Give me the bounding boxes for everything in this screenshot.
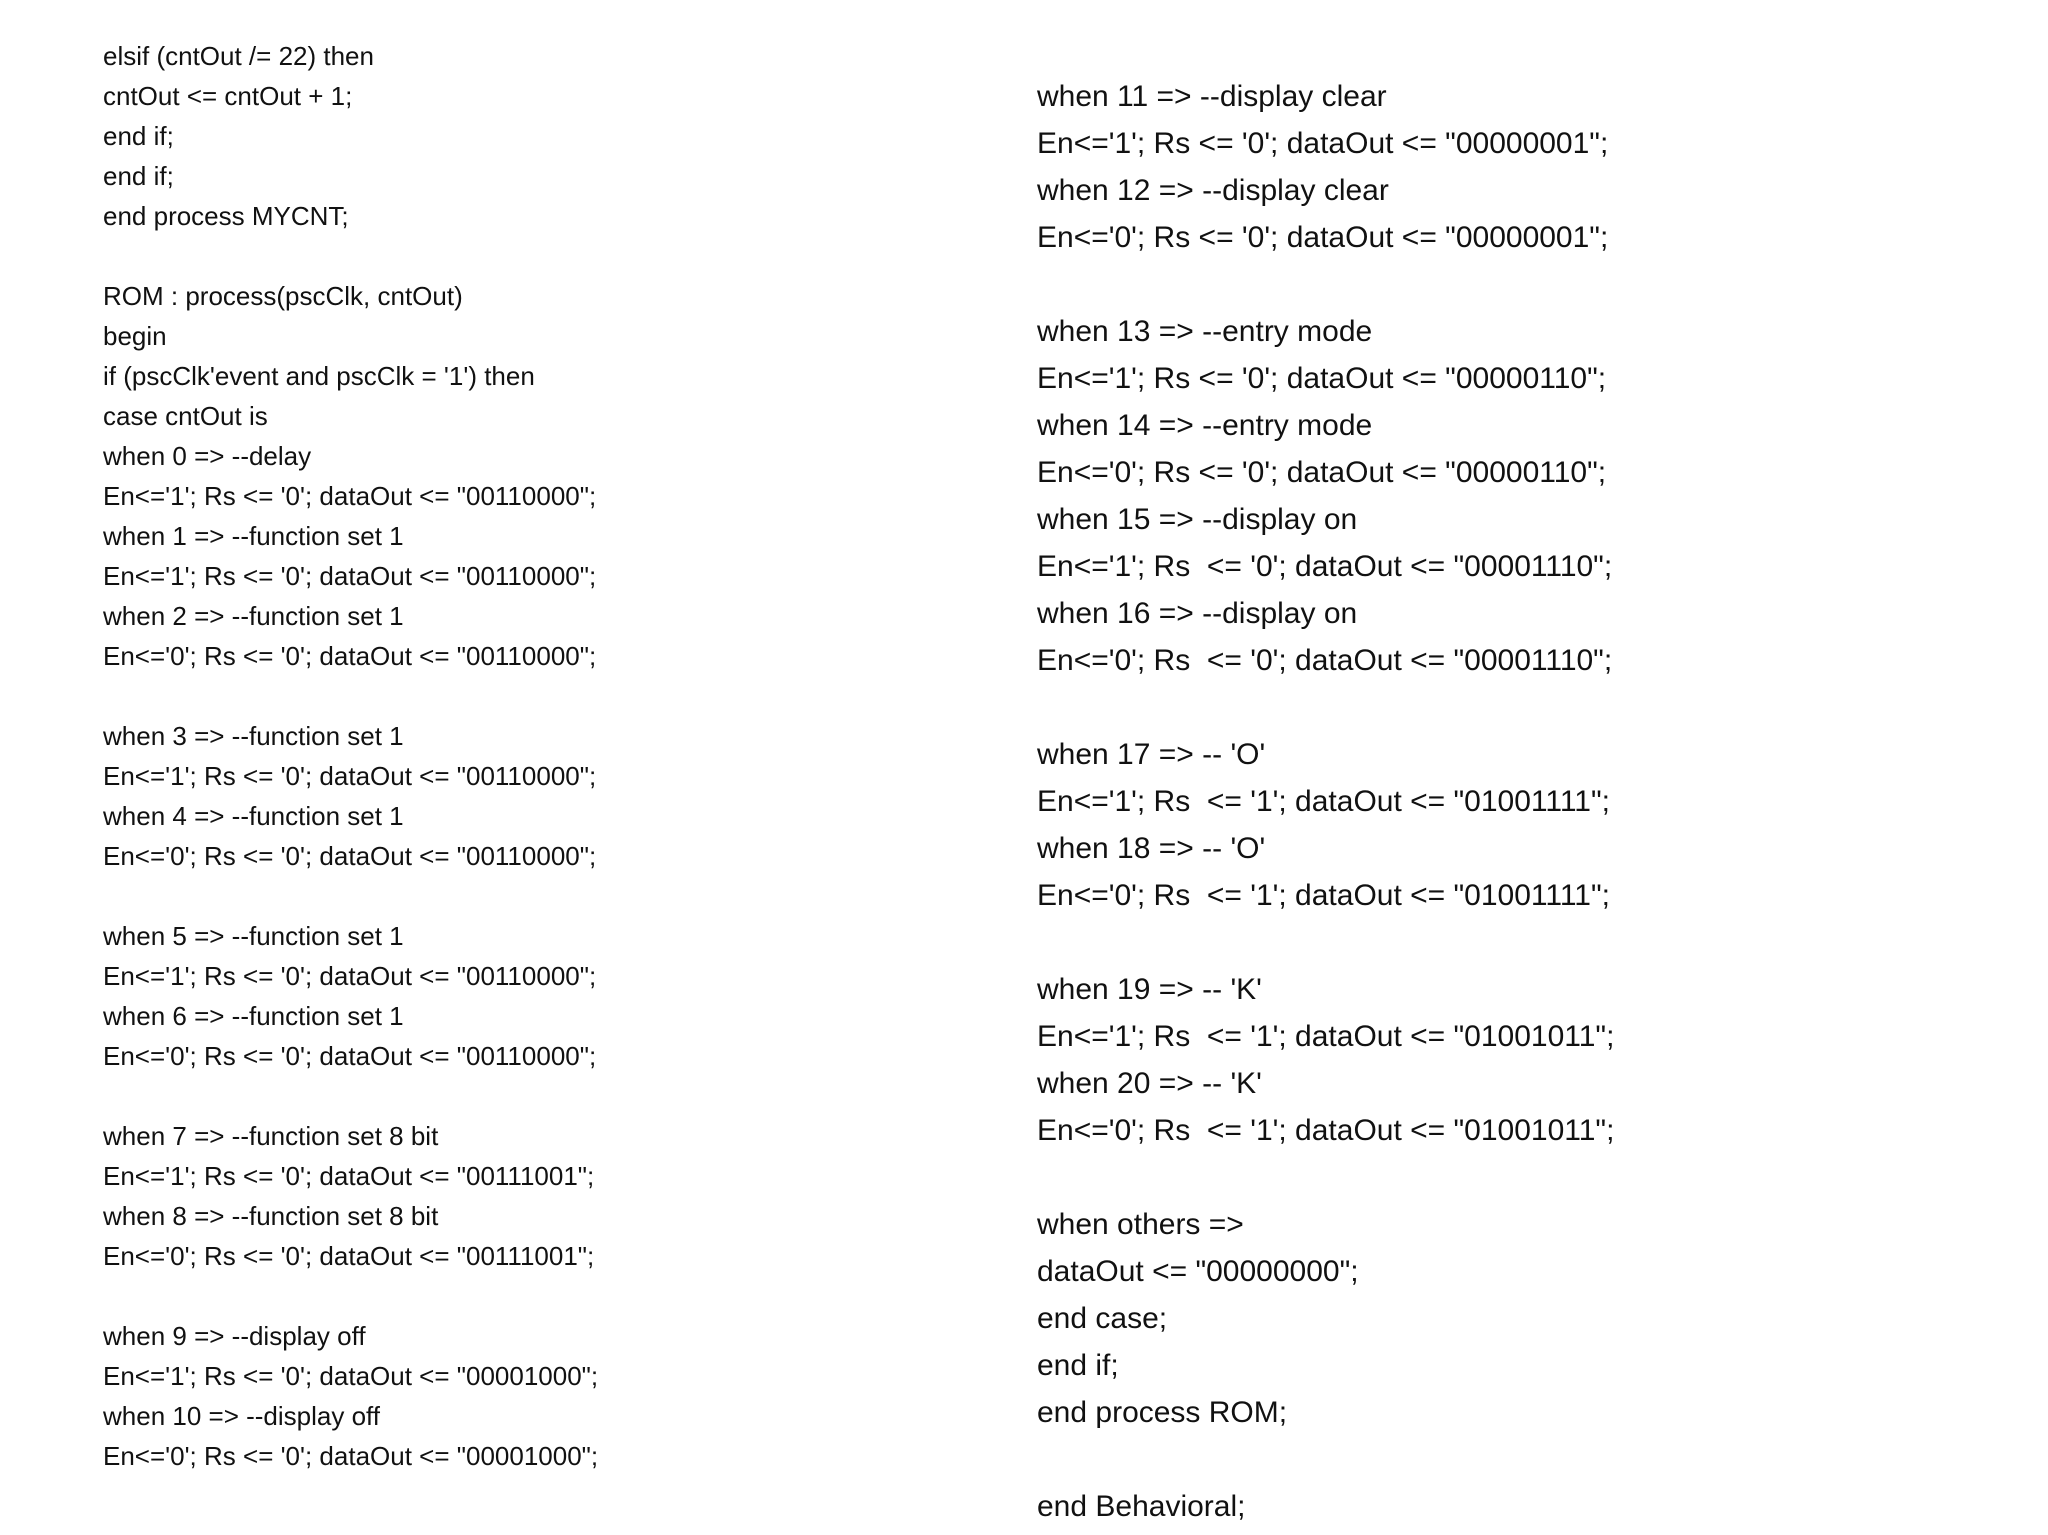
code-line: when 13 => --entry mode — [1037, 315, 1373, 348]
code-line: En<='1'; Rs <= '0'; dataOut <= "00110000"; — [103, 961, 597, 991]
code-line: when 3 => --function set 1 — [103, 721, 404, 751]
code-line: En<='0'; Rs <= '0'; dataOut <= "00000110"; — [1037, 456, 1607, 489]
code-line: when 19 => -- 'K' — [1037, 973, 1262, 1006]
code-line: En<='1'; Rs <= '1'; dataOut <= "01001111"; — [1037, 785, 1610, 818]
code-line: when 9 => --display off — [103, 1321, 366, 1351]
code-line: En<='1'; Rs <= '0'; dataOut <= "00110000"; — [103, 761, 597, 791]
code-line: when 20 => -- 'K' — [1037, 1067, 1262, 1100]
code-line — [1037, 1154, 1997, 1201]
left-code-column — [103, 36, 963, 1476]
code-line: when 0 => --delay — [103, 441, 312, 471]
code-line: case cntOut is — [103, 401, 268, 431]
code-line — [1037, 919, 1997, 966]
code-line: En<='1'; Rs <= '0'; dataOut <= "00000110"; — [1037, 362, 1607, 395]
code-line: when 4 => --function set 1 — [103, 801, 404, 831]
code-line: when 6 => --function set 1 — [103, 1001, 404, 1031]
code-line: En<='0'; Rs <= '0'; dataOut <= "00000001"; — [1037, 221, 1609, 254]
code-line: En<='0'; Rs <= '0'; dataOut <= "00111001"; — [103, 1241, 595, 1271]
code-line: En<='0'; Rs <= '1'; dataOut <= "01001011"; — [1037, 1114, 1615, 1147]
code-line: when 2 => --function set 1 — [103, 601, 404, 631]
code-line: when 10 => --display off — [103, 1401, 381, 1431]
code-line — [103, 876, 963, 916]
code-line: end if; — [103, 161, 174, 191]
code-line: En<='1'; Rs <= '0'; dataOut <= "00000001"; — [1037, 127, 1609, 160]
code-line — [1037, 261, 1997, 308]
right-code-column — [1037, 73, 1997, 1530]
code-line: when 8 => --function set 8 bit — [103, 1201, 439, 1231]
code-line: En<='0'; Rs <= '0'; dataOut <= "00001110"; — [1037, 644, 1613, 677]
code-line: when 17 => -- 'O' — [1037, 738, 1266, 771]
code-line: dataOut <= "00000000"; — [1037, 1255, 1359, 1288]
code-line: En<='0'; Rs <= '0'; dataOut <= "00001000"; — [103, 1441, 599, 1471]
code-line: if (pscClk'event and pscClk = '1') then — [103, 361, 535, 391]
code-line: En<='0'; Rs <= '0'; dataOut <= "00110000"; — [103, 841, 597, 871]
code-line: when others => — [1037, 1208, 1244, 1241]
code-line: En<='1'; Rs <= '0'; dataOut <= "00110000"; — [103, 481, 597, 511]
code-line: end process ROM; — [1037, 1396, 1288, 1429]
code-line: when 5 => --function set 1 — [103, 921, 404, 951]
code-line: cntOut <= cntOut + 1; — [103, 81, 353, 111]
code-line — [1037, 684, 1997, 731]
code-line: En<='0'; Rs <= '1'; dataOut <= "01001111"; — [1037, 879, 1610, 912]
code-line: when 7 => --function set 8 bit — [103, 1121, 439, 1151]
code-line: end if; — [103, 121, 174, 151]
code-line: end Behavioral; — [1037, 1490, 1246, 1523]
code-line — [103, 236, 963, 276]
code-line: when 12 => --display clear — [1037, 174, 1389, 207]
code-line: when 15 => --display on — [1037, 503, 1358, 536]
code-line: when 1 => --function set 1 — [103, 521, 404, 551]
code-line: end case; — [1037, 1302, 1168, 1335]
code-line: En<='1'; Rs <= '0'; dataOut <= "00001110"; — [1037, 550, 1613, 583]
code-line: begin — [103, 321, 167, 351]
code-line: when 11 => --display clear — [1037, 80, 1387, 113]
code-line: when 14 => --entry mode — [1037, 409, 1373, 442]
code-line: end process MYCNT; — [103, 201, 349, 231]
code-line: En<='0'; Rs <= '0'; dataOut <= "00110000"; — [103, 641, 597, 671]
code-line: En<='1'; Rs <= '1'; dataOut <= "01001011"; — [1037, 1020, 1615, 1053]
code-line: end if; — [1037, 1349, 1119, 1382]
code-line: elsif (cntOut /= 22) then — [103, 41, 374, 71]
code-line: En<='0'; Rs <= '0'; dataOut <= "00110000"; — [103, 1041, 597, 1071]
code-line: when 16 => --display on — [1037, 597, 1358, 630]
code-line — [103, 1076, 963, 1116]
code-line: ROM : process(pscClk, cntOut) — [103, 281, 463, 311]
code-line: when 18 => -- 'O' — [1037, 832, 1266, 865]
code-line: En<='1'; Rs <= '0'; dataOut <= "00110000"; — [103, 561, 597, 591]
code-line — [1037, 1436, 1997, 1483]
code-line: En<='1'; Rs <= '0'; dataOut <= "00111001"; — [103, 1161, 595, 1191]
code-line — [103, 676, 963, 716]
code-line — [103, 1276, 963, 1316]
code-line: En<='1'; Rs <= '0'; dataOut <= "00001000"; — [103, 1361, 599, 1391]
